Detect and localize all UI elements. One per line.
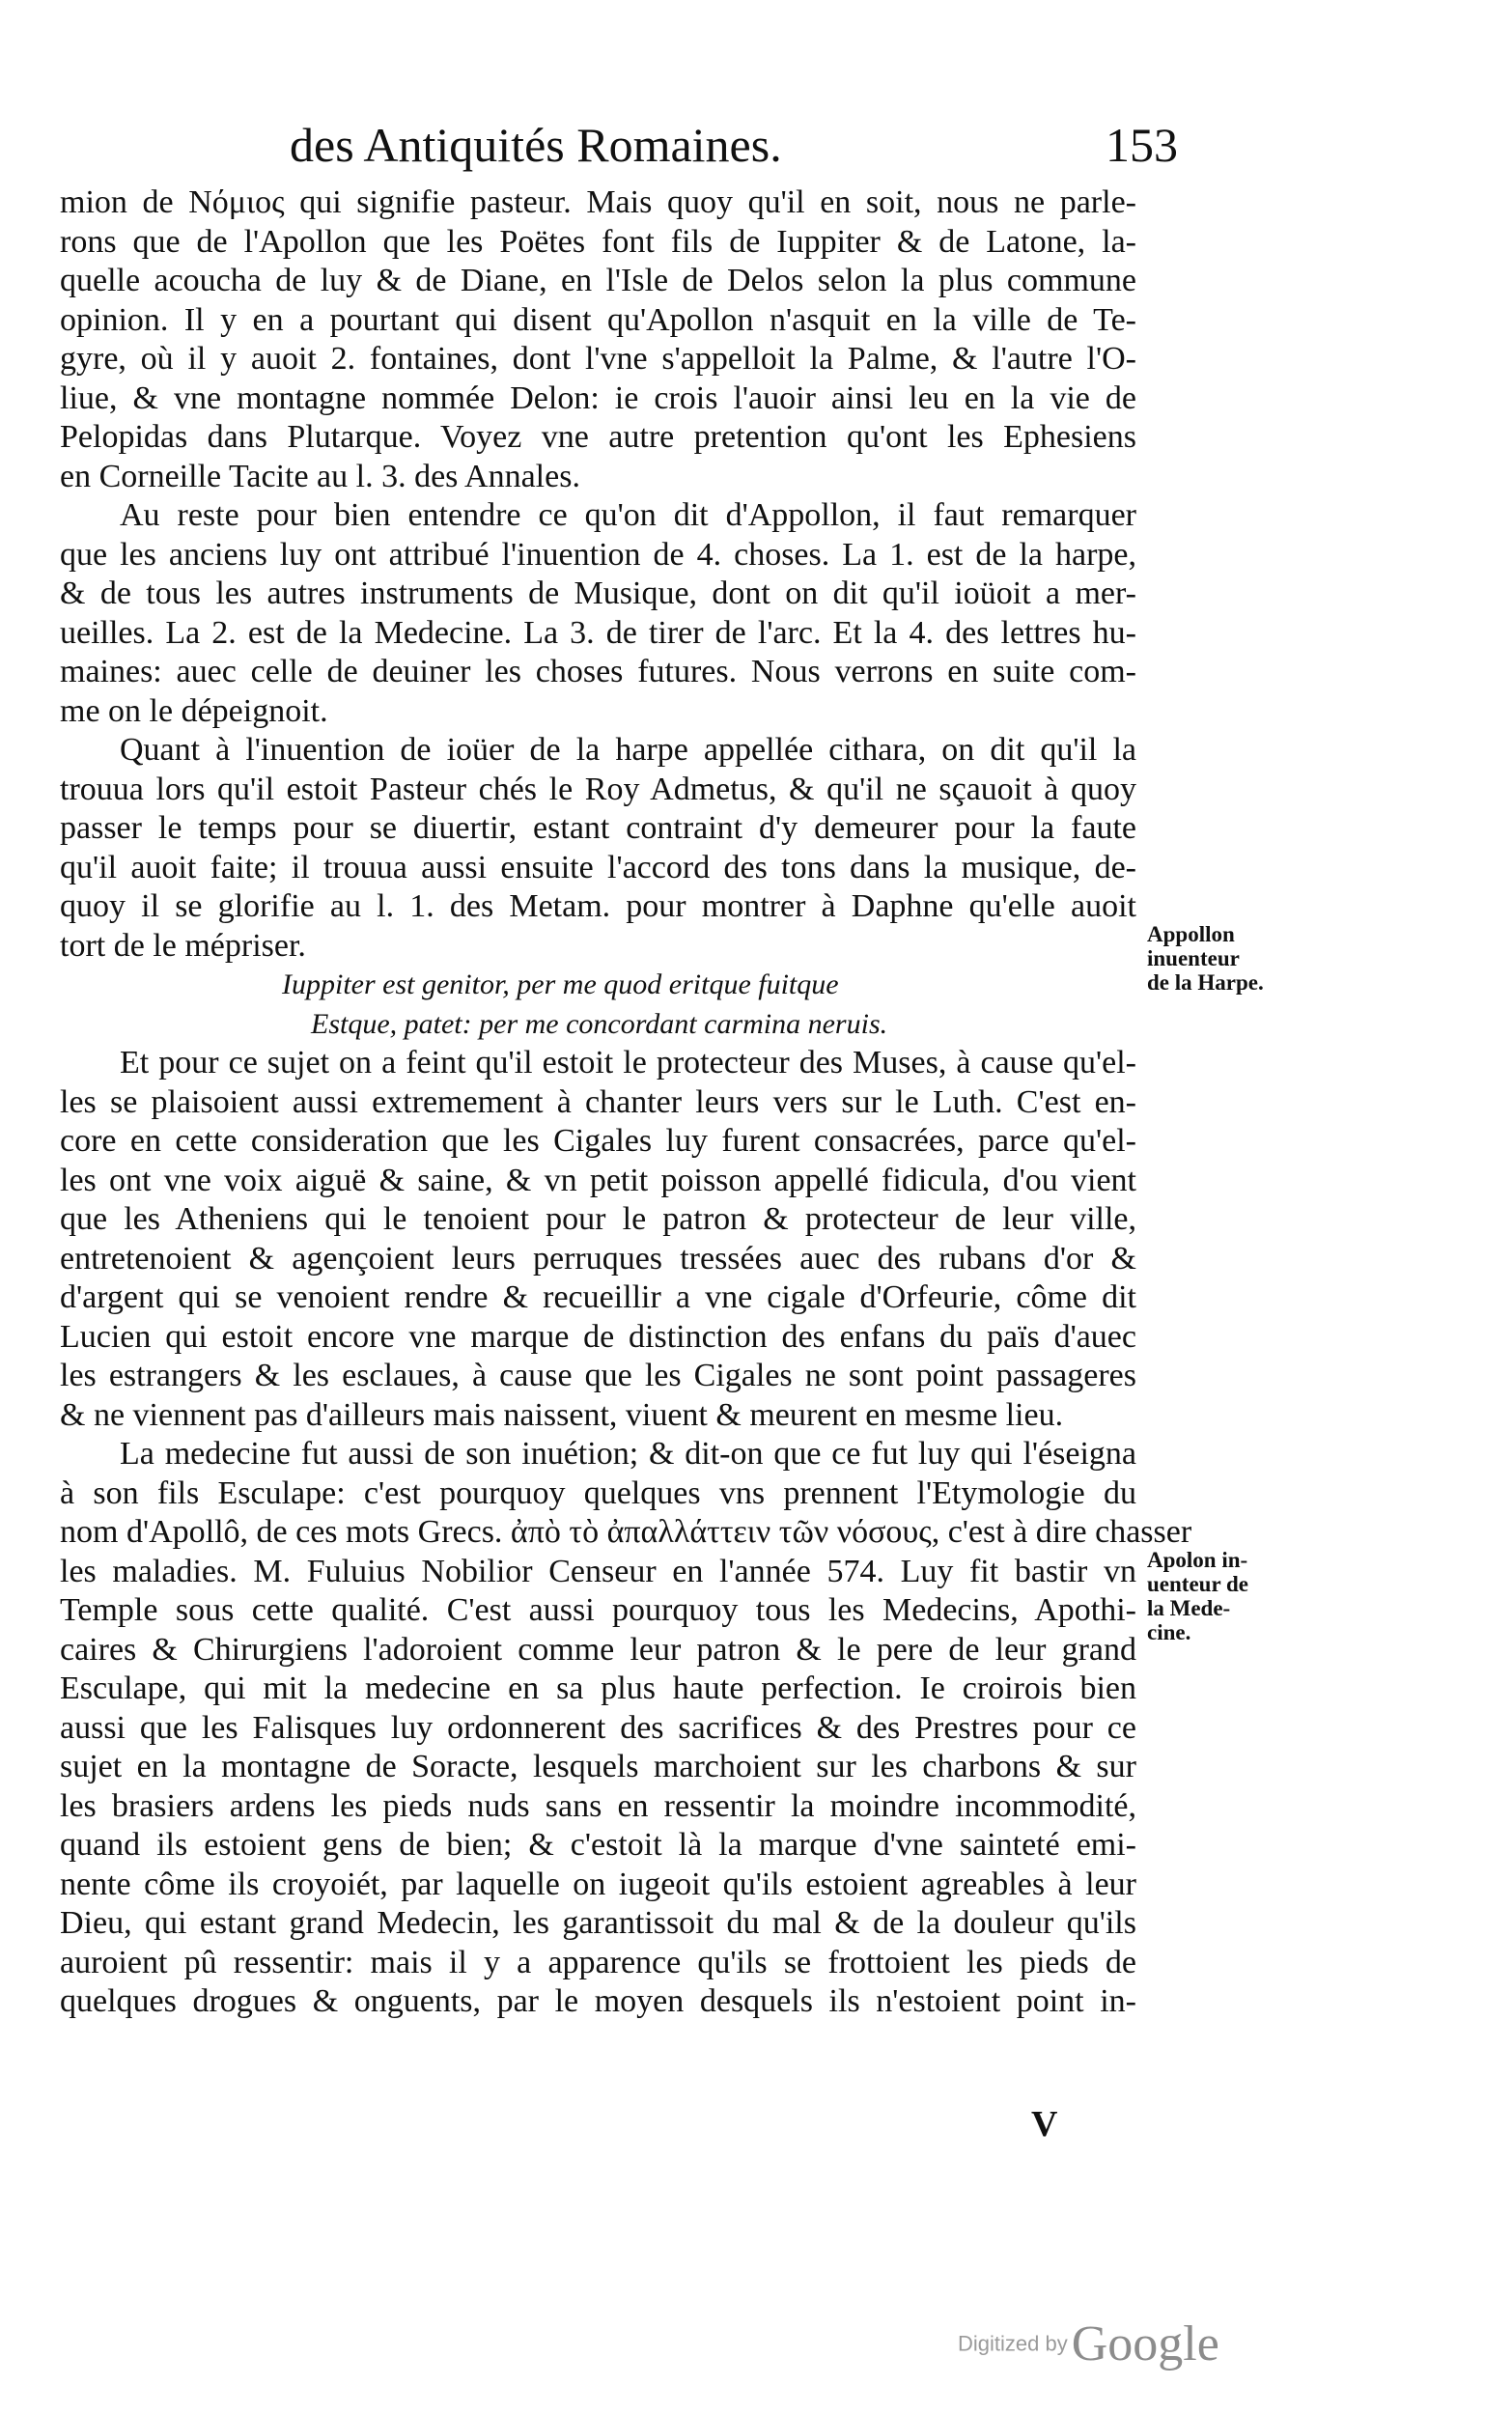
text-line: Pelopidas dans Plutarque. Voyez vne autre pretention qu'ont les Ephesiens: [60, 419, 1136, 455]
text-line: en Corneille Tacite au l. 3. des Annales.: [60, 458, 580, 494]
text-line: liue, & vne montagne nommée Delon: ie crois l'auoir ainsi leu en la vie de: [60, 379, 1136, 416]
text-line: Temple sous cette qualité. C'est aussi pourquoy tous les Medecins, Apothi-: [60, 1592, 1136, 1628]
text-line: caires & Chirurgiens l'adoroient comme leur patron & le pere de leur grand: [60, 1631, 1136, 1668]
text-line: auroient pû ressentir: mais il y a apparence qu'ils se frottoient les pieds de: [60, 1944, 1136, 1980]
verse-line: Iuppiter est genitor, per me quod eritque fuitque: [282, 968, 839, 1000]
text-line: me on le dépeignoit.: [60, 692, 328, 729]
signature-mark: V: [1031, 2104, 1058, 2145]
text-line: Quant à l'inuention de ioüer de la harpe appellée cithara, on dit qu'il la: [120, 732, 1136, 768]
text-line: quelques drogues & onguents, par le moyen desquels ils n'estoient point in-: [60, 1983, 1136, 2019]
body-text: [60, 183, 1192, 2022]
text-line: maines: auec celle de deuiner les choses futures. Nous verrons en suite com-: [60, 654, 1136, 689]
text-line: qu'il auoit faite; il trouua aussi ensuite l'accord des tons dans la musique, de-: [60, 849, 1136, 885]
text-line: sujet en la montagne de Soracte, lesquels marchoient sur les charbons & sur: [60, 1749, 1136, 1784]
text-line: les ont vne voix aiguë & saine, & vn petit poisson appellé fidicula, d'ou vient: [60, 1162, 1136, 1198]
watermark-brand: Google: [1071, 2316, 1219, 2372]
margin-note-line: la Mede-: [1147, 1596, 1231, 1620]
text-line: quelle acoucha de luy & de Diane, en l'Isle de Delos selon la plus commune: [60, 263, 1136, 298]
margin-note-line: inuenteur: [1147, 946, 1240, 970]
margin-note-harpe: [1147, 922, 1292, 995]
margin-note-line: uenteur de: [1147, 1572, 1248, 1596]
text-line: quoy il se glorifie au l. 1. des Metam. pour montrer à Daphne qu'elle auoit: [60, 888, 1136, 924]
text-line: entretenoient & agençoient leurs perruques tressées auec des rubans d'or &: [60, 1240, 1136, 1277]
text-line: nom d'Apollô, de ces mots Grecs. ἀπὸ τὸ ἀπαλλάττειν τῶν νόσους, c'est à dire chasser: [60, 1514, 1192, 1550]
text-line: Dieu, qui estant grand Medecin, les garantissoit du mal & de la douleur qu'ils: [60, 1905, 1136, 1941]
text-line: les brasiers ardens les pieds nuds sans en ressentir la moindre incommodité,: [60, 1787, 1136, 1824]
text-line: Au reste pour bien entendre ce qu'on dit d'Appollon, il faut remarquer: [120, 497, 1136, 533]
text-line: ueilles. La 2. est de la Medecine. La 3. de tirer de l'arc. Et la 4. des lettres hu-: [60, 614, 1136, 651]
text-line: Lucien qui estoit encore vne marque de distinction des enfans du païs d'auec: [60, 1318, 1136, 1355]
watermark-prefix: Digitized by: [958, 2331, 1068, 2356]
verse-line: Estque, patet: per me concordant carmina neruis.: [311, 1007, 888, 1040]
text-line: trouua lors qu'il estoit Pasteur chés le Roy Admetus, & qu'il ne sçauoit à quoy: [60, 771, 1136, 807]
google-watermark: [958, 2316, 1219, 2372]
text-line: quand ils estoient gens de bien; & c'estoit là la marque d'vne sainteté emi-: [60, 1827, 1136, 1863]
running-title: des Antiquités Romaines.: [290, 118, 782, 172]
page-number: 153: [1106, 118, 1178, 172]
text-line: core en cette consideration que les Cigales luy furent consacrées, parce qu'el-: [60, 1123, 1136, 1159]
text-line: rons que de l'Apollon que les Poëtes font fils de Iuppiter & de Latone, la-: [60, 223, 1136, 260]
text-line: les estrangers & les esclaues, à cause que les Cigales ne sont point passageres: [60, 1358, 1136, 1393]
text-line: nente côme ils croyoiét, par laquelle on iugeoit qu'ils estoient agreables à leur: [60, 1866, 1136, 1902]
text-line: à son fils Esculape: c'est pourquoy quelques vns prennent l'Etymologie du: [60, 1474, 1136, 1511]
margin-note-line: Appollon: [1147, 922, 1235, 946]
text-line: & de tous les autres instruments de Musique, dont on dit qu'il ioüoit a mer-: [60, 575, 1136, 611]
text-line: Esculape, qui mit la medecine en sa plus haute perfection. Ie croirois bien: [60, 1670, 1136, 1706]
text-line: que les anciens luy ont attribué l'inuention de 4. choses. La 1. est de la harpe,: [60, 536, 1136, 573]
text-line: les maladies. M. Fuluius Nobilior Censeur en l'année 574. Luy fit bastir vn: [60, 1553, 1136, 1589]
text-line: & ne viennent pas d'ailleurs mais naissent, viuent & meurent en mesme lieu.: [60, 1396, 1064, 1433]
text-line: La medecine fut aussi de son inuétion; & dit-on que ce fut luy qui l'éseigna: [120, 1436, 1136, 1472]
text-line: d'argent qui se venoient rendre & recueillir a vne cigale d'Orfeurie, côme dit: [60, 1279, 1136, 1315]
margin-note-line: cine.: [1147, 1620, 1191, 1644]
text-line: gyre, où il y auoit 2. fontaines, dont l'vne s'appelloit la Palme, & l'autre l'O-: [60, 341, 1136, 377]
margin-note-line: de la Harpe.: [1147, 970, 1264, 995]
text-line: aussi que les Falisques luy ordonnerent des sacrifices & des Prestres pour ce: [60, 1709, 1136, 1746]
margin-note-medecine: [1147, 1548, 1292, 1644]
text-line: tort de le mépriser.: [60, 927, 306, 964]
text-line: opinion. Il y en a pourtant qui disent qu'Apollon n'asquit en la ville de Te-: [60, 301, 1136, 338]
margin-note-line: Apolon in-: [1147, 1548, 1248, 1572]
text-line: mion de Nόμιος qui signifie pasteur. Mais quoy qu'il en soit, nous ne parle-: [60, 184, 1136, 220]
text-line: Et pour ce sujet on a feint qu'il estoit le protecteur des Muses, à cause qu'el-: [120, 1045, 1136, 1081]
text-line: passer le temps pour se diuertir, estant contraint d'y demeurer pour la faute: [60, 810, 1136, 846]
text-line: que les Atheniens qui le tenoient pour le patron & protecteur de leur ville,: [60, 1201, 1136, 1237]
text-line: les se plaisoient aussi extremement à chanter leurs vers sur le Luth. C'est en-: [60, 1083, 1136, 1120]
